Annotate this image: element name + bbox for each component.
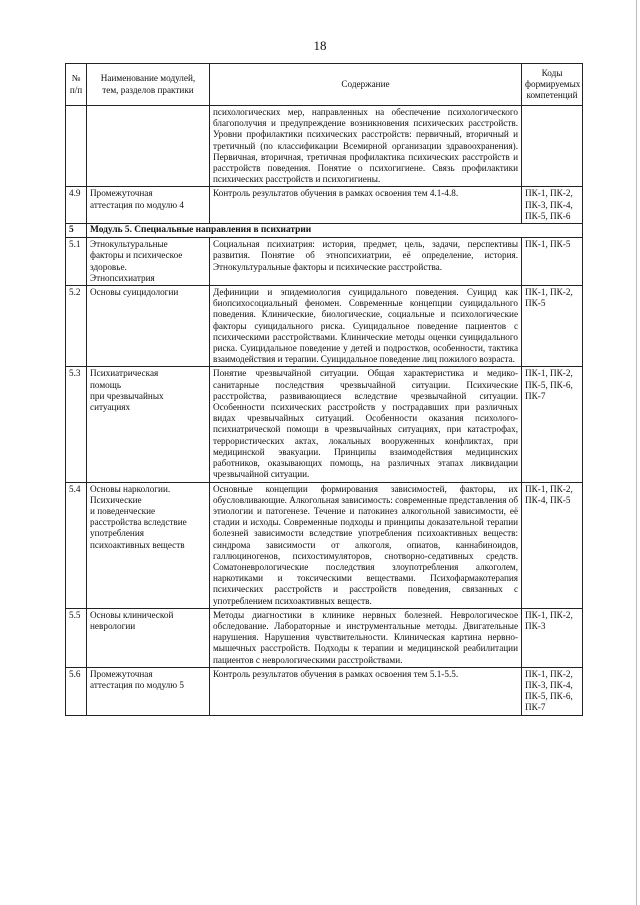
table-row: [66, 286, 583, 367]
topic-name-line: Основы суицидологии: [90, 287, 179, 298]
topic-name-line: неврологии: [90, 620, 136, 631]
topic-name: [87, 608, 210, 667]
topic-name-line: при чрезвычайных: [90, 390, 164, 401]
table-row: [66, 667, 583, 715]
topic-name: [87, 286, 210, 367]
competency-code-line: ПК-1, ПК-2,: [525, 287, 573, 298]
module-header-row: [66, 224, 583, 238]
competency-code-line: ПК-5, ПК-6: [525, 210, 571, 221]
competency-codes: [522, 106, 583, 187]
topic-content: Основные концепции формирования зависимостей, факторы, их обусловливающие. Алкогольная зависимость: современные представления об этиологии и патогенезе. Течение и патокинез алкогольной зависимости, её стадии и исходы. Современные подходы и принципы доказательной терапии болезней зависимости вследствие употребления психоактивных веществ: синдрома зависимости от алкоголя, опиатов, каннабиноидов, галлюциногенов, психостимуляторов, снотворно-седативных средств. Соматоневрологические последствия злоупотребления алкоголем, наркотиками и токсическими веществами. Психофармакотерапия психических расстройств и расстройств поведения, связанных с употреблением психоактивных веществ.: [209, 482, 521, 608]
competency-code-line: ПК-5: [525, 298, 546, 309]
table-row: [66, 238, 583, 286]
table-header-row: [66, 64, 583, 106]
competency-codes: [522, 187, 583, 224]
topic-name-line: аттестация по модулю 4: [90, 199, 184, 210]
topic-name-line: Основы наркологии.: [90, 483, 171, 494]
table-row: [66, 608, 583, 667]
competency-code-line: ПК-5, ПК-6,: [525, 379, 573, 390]
topic-content: Дефиниции и эпидемиология суицидального поведения. Суицид как биопсихосоциальный феномен. Современные концепции суицидального поведения. Клинические, биологические, социальные и психологические факторы суицидального риска. Суицидальное поведение пациентов с психическими расстройствами. Клинические методы оценки суицидального риска. Суицидальное поведение у детей и подростков, особенности, тактика взаимодействия и терапии. Суицидальное поведение лиц пожилого возраста.: [209, 286, 521, 367]
competency-code-line: ПК-1, ПК-2,: [525, 668, 573, 679]
competency-codes: [522, 667, 583, 715]
table-row: [66, 482, 583, 608]
page-number: 18: [313, 38, 327, 53]
competency-code-line: ПК-1, ПК-2,: [525, 483, 573, 494]
topic-content: психологических мер, направленных на обеспечение психологического благополучия и предупреждение возникновения психических расстройств. Уровни профилактики психических расстройств: первичный, вторичный и третичный (по классификации Всемирной организации здравоохранения). Первичная, вторичная, третичная профилактика психических расстройств и расстройств поведения. Понятие о психогигиене. Связь профилактики психических расстройств и психогигиены.: [209, 106, 521, 187]
topic-number: 5.1: [66, 238, 87, 286]
topic-number: [66, 106, 87, 187]
topic-name-line: Этнопсихиатрия: [90, 272, 155, 283]
module-title: Модуль 5. Специальные направления в психиатрии: [87, 224, 583, 238]
topic-name-line: и поведенческие: [90, 505, 156, 516]
topic-name: [87, 187, 210, 224]
competency-code-line: ПК-7: [525, 702, 546, 713]
topic-content: Понятие чрезвычайной ситуации. Общая характеристика и медико-санитарные последствия чрезвычайной ситуации. Психические расстройства, развивающиеся вследствие чрезвычайной ситуации. Особенности психических расстройств у пострадавших при различных видах чрезвычайных ситуаций. Особенности оказания психолого-психиатрической помощи в чрезвычайных ситуациях, при катастрофах, террористических актах, локальных вооруженных конфликтах, при медицинской эвакуации. Принципы взаимодействия медицинских работников, оказывающих помощь, на различных этапах ликвидации чрезвычайной ситуации.: [209, 367, 521, 482]
topic-name-line: Промежуточная: [90, 188, 153, 199]
topic-number: 5.4: [66, 482, 87, 608]
topic-name-line: употребления: [90, 528, 144, 539]
topic-content: Социальная психиатрия: история, предмет, цель, задачи, перспективы развития. Понятие об этнопсихиатрии, её определение, история. Этнокультуральные факторы и психические расстройства.: [209, 238, 521, 286]
topic-content: Методы диагностики в клинике нервных болезней. Неврологическое обследование. Лабораторные и инструментальные методы. Двигательные нарушения. Нарушения чувствительности. Клиническая картина нервно-мышечных расстройств. Подходы к терапии и медицинской реабилитации пациентов с неврологическими расстройствами.: [209, 608, 521, 667]
topic-name-line: Основы клинической: [90, 609, 174, 620]
topic-name-line: ситуациях: [90, 402, 131, 413]
topic-number: 5.5: [66, 608, 87, 667]
topic-number: 5.3: [66, 367, 87, 482]
competency-code-line: ПК-7: [525, 390, 546, 401]
header-name: Наименование модулей, тем, разделов практики: [87, 64, 210, 106]
table-row: [66, 367, 583, 482]
competency-codes: [522, 608, 583, 667]
competency-code-line: ПК-1, ПК-2,: [525, 188, 573, 199]
curriculum-table: [65, 63, 583, 716]
module-number: 5: [66, 224, 87, 238]
competency-code-line: ПК-1, ПК-2,: [525, 368, 573, 379]
header-num: № п/п: [66, 64, 87, 106]
topic-name-line: Этнокультуральные: [90, 239, 168, 250]
competency-code-line: ПК-3, ПК-4,: [525, 679, 573, 690]
topic-name-line: помощь: [90, 379, 122, 390]
topic-content: Контроль результатов обучения в рамках освоения тем 5.1-5.5.: [209, 667, 521, 715]
topic-name: [87, 667, 210, 715]
topic-name-line: Промежуточная: [90, 668, 153, 679]
competency-codes: [522, 482, 583, 608]
topic-content: Контроль результатов обучения в рамках освоения тем 4.1-4.8.: [209, 187, 521, 224]
competency-code-line: ПК-1, ПК-5: [525, 239, 571, 250]
table-body: [66, 106, 583, 716]
topic-name-line: аттестация по модулю 5: [90, 679, 184, 690]
table-row: [66, 106, 583, 187]
topic-number: 4.9: [66, 187, 87, 224]
topic-name-line: психоактивных веществ: [90, 539, 185, 550]
topic-number: 5.6: [66, 667, 87, 715]
topic-name-line: Психиатрическая: [90, 368, 159, 379]
competency-codes: [522, 286, 583, 367]
header-codes: Коды формируемых компетенций: [522, 64, 583, 106]
table-row: [66, 187, 583, 224]
competency-code-line: ПК-4, ПК-5: [525, 494, 571, 505]
topic-name: [87, 367, 210, 482]
topic-name-line: Психические: [90, 494, 142, 505]
competency-code-line: ПК-3, ПК-4,: [525, 199, 573, 210]
scan-edge: [636, 0, 637, 905]
topic-name-line: здоровье.: [90, 261, 127, 272]
competency-code-line: ПК-3: [525, 620, 546, 631]
competency-code-line: ПК-5, ПК-6,: [525, 691, 573, 702]
competency-code-line: ПК-1, ПК-2,: [525, 609, 573, 620]
competency-codes: [522, 238, 583, 286]
topic-name: [87, 238, 210, 286]
topic-name: [87, 482, 210, 608]
topic-number: 5.2: [66, 286, 87, 367]
topic-name-line: расстройства вследствие: [90, 517, 187, 528]
topic-name: [87, 106, 210, 187]
competency-codes: [522, 367, 583, 482]
header-content: Содержание: [209, 64, 521, 106]
topic-name-line: факторы и психическое: [90, 250, 183, 261]
